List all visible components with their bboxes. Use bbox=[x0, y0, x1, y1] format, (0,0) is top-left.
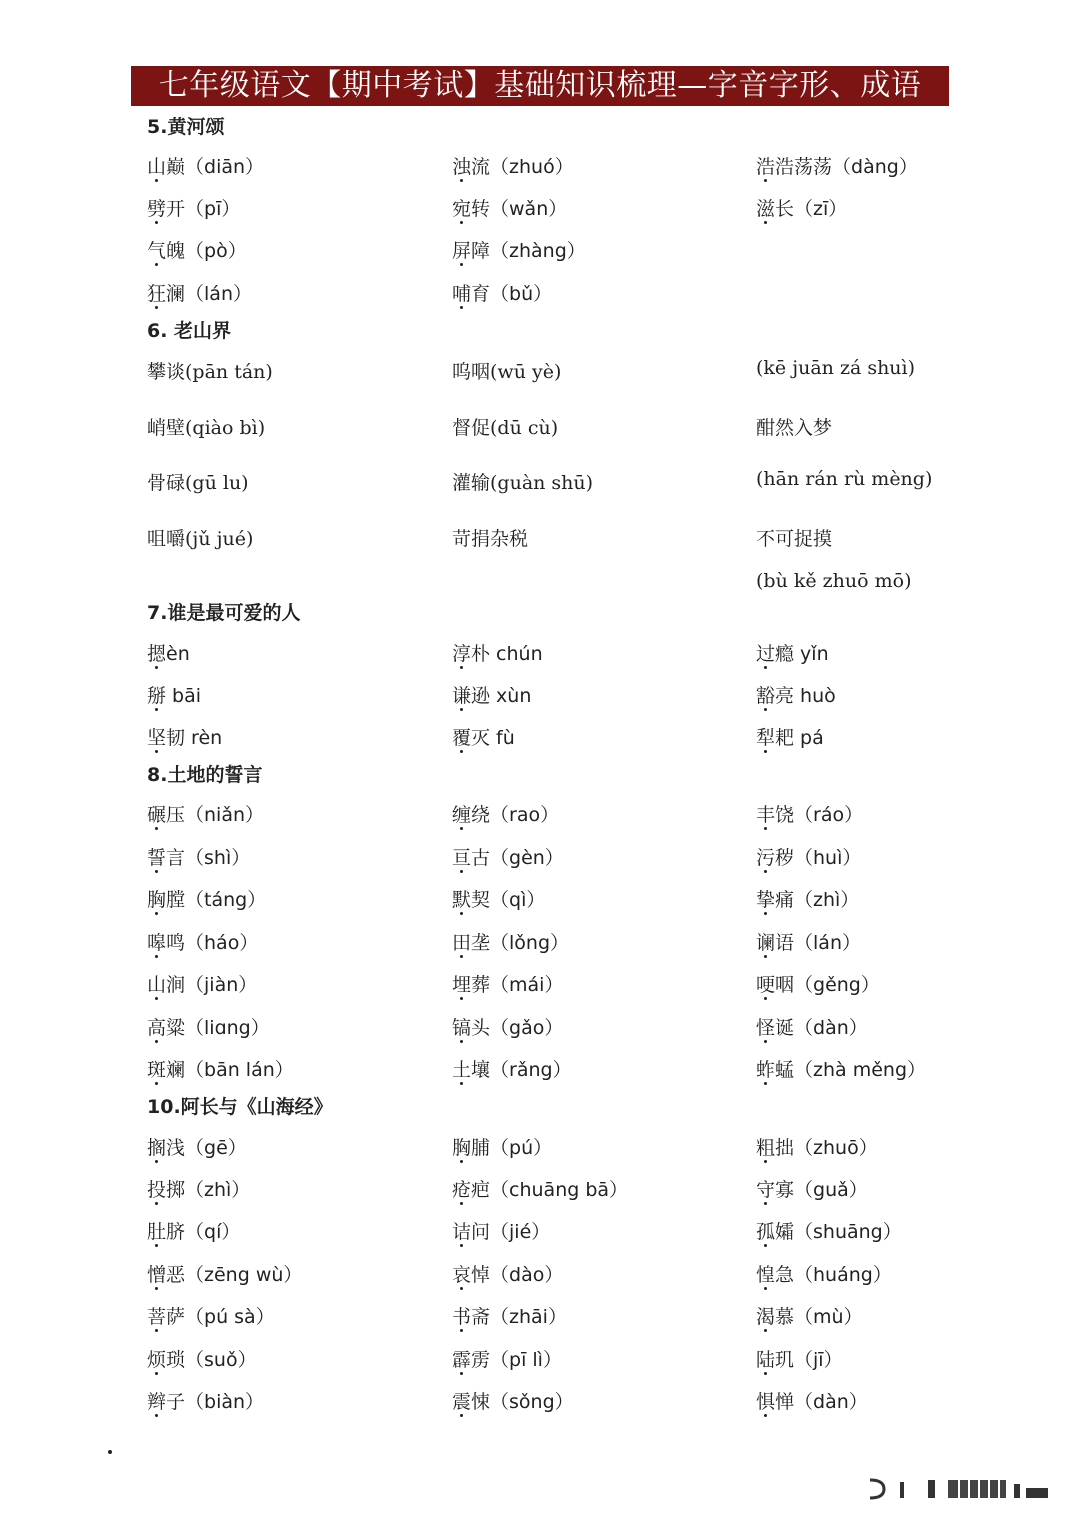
vocab-word: 咀嚼 bbox=[147, 528, 186, 550]
vocab-pinyin: (pān tán) bbox=[185, 361, 273, 383]
vocab-entry bbox=[452, 970, 563, 997]
emphasis-dot bbox=[460, 221, 463, 224]
vocab-pinyin: (wū yè) bbox=[490, 361, 562, 383]
vocab-word: 烦琐 bbox=[147, 1349, 186, 1371]
vocab-word: 宛转 bbox=[452, 198, 491, 220]
emphasis-dot bbox=[155, 750, 158, 753]
vocab-entry bbox=[147, 1260, 302, 1287]
vocab-pinyin: （jī） bbox=[794, 1349, 843, 1371]
emphasis-dot bbox=[460, 997, 463, 1000]
emphasis-dot bbox=[764, 997, 767, 1000]
vocab-word: 犁耙 bbox=[756, 727, 795, 749]
vocab-entry bbox=[452, 468, 593, 495]
vocab-entry bbox=[452, 1260, 563, 1287]
vocab-entry bbox=[452, 885, 545, 912]
emphasis-dot bbox=[764, 666, 767, 669]
vocab-entry bbox=[452, 681, 531, 708]
vocab-pinyin: (jǔ jué) bbox=[185, 528, 254, 550]
vocab-entry bbox=[147, 152, 264, 179]
emphasis-dot bbox=[155, 306, 158, 309]
emphasis-dot bbox=[764, 1202, 767, 1205]
vocab-pinyin: （dàn） bbox=[794, 1017, 868, 1039]
vocab-word: 镐头 bbox=[452, 1017, 491, 1039]
vocab-word: 菩萨 bbox=[147, 1306, 186, 1328]
vocab-entry bbox=[452, 1013, 563, 1040]
vocab-entry bbox=[756, 1217, 902, 1244]
vocab-pinyin: xùn bbox=[490, 685, 532, 707]
vocab-word: 哽咽 bbox=[756, 974, 795, 996]
vocab-pinyin: （chuāng bā） bbox=[490, 1179, 629, 1201]
vocab-entry bbox=[756, 1345, 843, 1372]
vocab-pinyin: （rao） bbox=[490, 804, 560, 826]
vocab-pinyin: rèn bbox=[185, 727, 223, 749]
emphasis-dot bbox=[460, 179, 463, 182]
vocab-word: 缠绕 bbox=[452, 804, 491, 826]
vocab-word: 粗拙 bbox=[756, 1137, 795, 1159]
vocab-entry bbox=[756, 723, 824, 750]
emphasis-dot bbox=[460, 1082, 463, 1085]
vocab-entry bbox=[147, 843, 250, 870]
vocab-entry bbox=[452, 639, 543, 666]
vocab-pinyin: (gū lu) bbox=[185, 472, 249, 494]
vocab-entry bbox=[756, 885, 859, 912]
vocab-pinyin: (qiào bì) bbox=[185, 417, 266, 439]
vocab-entry bbox=[147, 1175, 250, 1202]
vocab-word: 哀悼 bbox=[452, 1264, 491, 1286]
vocab-pinyin: （liɑng） bbox=[185, 1017, 270, 1039]
vocab-word: 诘问 bbox=[452, 1221, 491, 1243]
vocab-entry bbox=[147, 1387, 264, 1414]
vocab-entry bbox=[756, 1302, 863, 1329]
emphasis-dot bbox=[155, 1244, 158, 1247]
vocab-pinyin: （qí） bbox=[185, 1221, 241, 1243]
vocab-word: 丰饶 bbox=[756, 804, 795, 826]
emphasis-dot bbox=[155, 666, 158, 669]
vocab-word: 胸脯 bbox=[452, 1137, 491, 1159]
vocab-entry bbox=[756, 1260, 892, 1287]
emphasis-dot bbox=[764, 179, 767, 182]
vocab-entry bbox=[452, 236, 586, 263]
vocab-word: 过瘾 bbox=[756, 643, 795, 665]
emphasis-dot bbox=[460, 1287, 463, 1290]
vocab-entry bbox=[147, 1013, 270, 1040]
vocab-pinyin: （mù） bbox=[794, 1306, 863, 1328]
section-heading: 5.黄河颂 bbox=[147, 116, 225, 138]
vocab-pinyin: pá bbox=[794, 727, 824, 749]
vocab-word: 坚韧 bbox=[147, 727, 186, 749]
vocab-entry bbox=[756, 843, 861, 870]
vocab-pinyin: （táng） bbox=[185, 889, 267, 911]
vocab-word: 浩浩荡荡 bbox=[756, 156, 833, 178]
vocab-entry bbox=[147, 800, 264, 827]
emphasis-dot bbox=[460, 666, 463, 669]
vocab-pinyin: (kē juān zá shuì) bbox=[756, 357, 916, 379]
emphasis-dot bbox=[764, 1287, 767, 1290]
vocab-pinyin: （zēng wù） bbox=[185, 1264, 303, 1286]
vocab-pinyin: （huì） bbox=[794, 847, 862, 869]
emphasis-dot bbox=[764, 827, 767, 830]
vocab-word: 不可捉摸 bbox=[756, 528, 833, 550]
emphasis-dot bbox=[155, 1372, 158, 1375]
vocab-entry bbox=[756, 1055, 926, 1082]
vocab-pinyin: (bù kě zhuō mō) bbox=[756, 570, 912, 592]
vocab-pinyin: （gǎo） bbox=[490, 1017, 564, 1039]
vocab-entry bbox=[756, 800, 863, 827]
vocab-entry bbox=[756, 970, 880, 997]
vocab-entry bbox=[452, 800, 559, 827]
vocab-entry bbox=[756, 1387, 868, 1414]
vocab-entry bbox=[452, 1133, 552, 1160]
vocab-entry bbox=[452, 843, 564, 870]
vocab-entry bbox=[147, 639, 190, 666]
vocab-pinyin: （wǎn） bbox=[490, 198, 568, 220]
vocab-pinyin: （biàn） bbox=[185, 1391, 265, 1413]
emphasis-dot bbox=[460, 708, 463, 711]
vocab-word: 灌输 bbox=[452, 472, 491, 494]
vocab-entry bbox=[452, 357, 561, 384]
vocab-pinyin: （lán） bbox=[185, 283, 252, 305]
vocab-pinyin: （qì） bbox=[490, 889, 546, 911]
vocab-word: 呜咽 bbox=[452, 361, 491, 383]
emphasis-dot bbox=[460, 1329, 463, 1332]
emphasis-dot bbox=[764, 1244, 767, 1247]
vocab-word: 覆灭 bbox=[452, 727, 491, 749]
vocab-entry bbox=[756, 524, 832, 551]
vocab-pinyin: （zhì） bbox=[185, 1179, 251, 1201]
emphasis-dot bbox=[764, 221, 767, 224]
emphasis-dot bbox=[155, 1329, 158, 1332]
vocab-entry bbox=[147, 194, 240, 221]
vocab-pinyin: (dū cù) bbox=[490, 417, 559, 439]
vocab-word: 怪诞 bbox=[756, 1017, 795, 1039]
vocab-word: 孤孀 bbox=[756, 1221, 795, 1243]
emphasis-dot bbox=[155, 708, 158, 711]
emphasis-dot bbox=[460, 750, 463, 753]
vocab-pinyin: （zhàng） bbox=[490, 240, 586, 262]
footer-dot bbox=[108, 1450, 112, 1454]
vocab-entry bbox=[452, 1217, 550, 1244]
vocab-pinyin: （gěng） bbox=[794, 974, 880, 996]
vocab-entry bbox=[452, 723, 515, 750]
emphasis-dot bbox=[764, 1160, 767, 1163]
vocab-pinyin: (hān rán rù mèng) bbox=[756, 468, 933, 490]
vocab-entry bbox=[147, 723, 222, 750]
vocab-entry bbox=[756, 357, 915, 379]
vocab-word: 搁浅 bbox=[147, 1137, 186, 1159]
vocab-pinyin: （háo） bbox=[185, 932, 259, 954]
vocab-pinyin: （niǎn） bbox=[185, 804, 265, 826]
vocab-pinyin: （pú sà） bbox=[185, 1306, 275, 1328]
vocab-entry bbox=[452, 1387, 574, 1414]
vocab-entry bbox=[452, 1345, 562, 1372]
vocab-entry bbox=[452, 1055, 572, 1082]
vocab-entry bbox=[756, 152, 918, 179]
emphasis-dot bbox=[155, 870, 158, 873]
vocab-pinyin: （pī） bbox=[185, 198, 241, 220]
emphasis-dot bbox=[764, 1082, 767, 1085]
vocab-pinyin: (guàn shū) bbox=[490, 472, 594, 494]
vocab-word: 督促 bbox=[452, 417, 491, 439]
vocab-word: 辫子 bbox=[147, 1391, 186, 1413]
emphasis-dot bbox=[764, 870, 767, 873]
vocab-word: 蚱蜢 bbox=[756, 1059, 795, 1081]
vocab-entry bbox=[756, 681, 836, 708]
vocab-entry bbox=[147, 1133, 247, 1160]
vocab-pinyin: （ráo） bbox=[794, 804, 864, 826]
vocab-pinyin: （zī） bbox=[794, 198, 848, 220]
emphasis-dot bbox=[155, 955, 158, 958]
emphasis-dot bbox=[764, 1329, 767, 1332]
vocab-word: 劈开 bbox=[147, 198, 186, 220]
vocab-entry bbox=[452, 524, 528, 551]
vocab-pinyin: （dào） bbox=[490, 1264, 564, 1286]
vocab-word: 掰 bbox=[147, 685, 167, 707]
vocab-pinyin: èn bbox=[166, 643, 190, 665]
vocab-pinyin: huò bbox=[794, 685, 836, 707]
section-heading: 6. 老山界 bbox=[147, 320, 232, 342]
vocab-entry bbox=[147, 928, 258, 955]
emphasis-dot bbox=[460, 912, 463, 915]
emphasis-dot bbox=[764, 750, 767, 753]
vocab-entry bbox=[147, 357, 273, 384]
vocab-pinyin: fù bbox=[490, 727, 515, 749]
vocab-pinyin: （bān lán） bbox=[185, 1059, 294, 1081]
vocab-pinyin: （lán） bbox=[794, 932, 861, 954]
vocab-word: 斑斓 bbox=[147, 1059, 186, 1081]
vocab-word: 亘古 bbox=[452, 847, 491, 869]
vocab-pinyin: （mái） bbox=[490, 974, 564, 996]
emphasis-dot bbox=[155, 827, 158, 830]
vocab-pinyin: （gèn） bbox=[490, 847, 564, 869]
vocab-pinyin: yǐn bbox=[794, 643, 829, 665]
vocab-pinyin: （pú） bbox=[490, 1137, 553, 1159]
vocab-word: 嗥鸣 bbox=[147, 932, 186, 954]
emphasis-dot bbox=[460, 1372, 463, 1375]
emphasis-dot bbox=[155, 1082, 158, 1085]
vocab-word: 碾压 bbox=[147, 804, 186, 826]
vocab-pinyin: （dàng） bbox=[832, 156, 918, 178]
vocab-word: 谦逊 bbox=[452, 685, 491, 707]
vocab-word: 憎恶 bbox=[147, 1264, 186, 1286]
vocab-entry bbox=[147, 1055, 294, 1082]
vocab-word: 惶急 bbox=[756, 1264, 795, 1286]
vocab-word: 震悚 bbox=[452, 1391, 491, 1413]
emphasis-dot bbox=[764, 955, 767, 958]
emphasis-dot bbox=[155, 1202, 158, 1205]
vocab-pinyin: （shì） bbox=[185, 847, 251, 869]
vocab-pinyin: （shuāng） bbox=[794, 1221, 902, 1243]
section-heading: 8.土地的誓言 bbox=[147, 764, 263, 786]
vocab-entry bbox=[756, 639, 829, 666]
emphasis-dot bbox=[155, 997, 158, 1000]
vocab-entry bbox=[147, 236, 247, 263]
vocab-pinyin: （huáng） bbox=[794, 1264, 892, 1286]
vocab-word: 陆玑 bbox=[756, 1349, 795, 1371]
emphasis-dot bbox=[460, 1040, 463, 1043]
vocab-word: 酣然入梦 bbox=[756, 417, 833, 439]
vocab-pinyin: （dàn） bbox=[794, 1391, 868, 1413]
emphasis-dot bbox=[460, 955, 463, 958]
vocab-word: 疮疤 bbox=[452, 1179, 491, 1201]
vocab-pinyin: （bǔ） bbox=[490, 283, 553, 305]
vocab-pinyin: （rǎng） bbox=[490, 1059, 572, 1081]
vocab-pinyin: bāi bbox=[166, 685, 202, 707]
emphasis-dot bbox=[155, 1160, 158, 1163]
vocab-pinyin: （zhāi） bbox=[490, 1306, 567, 1328]
vocab-word: 霹雳 bbox=[452, 1349, 491, 1371]
vocab-word: 田垄 bbox=[452, 932, 491, 954]
vocab-word: 攀谈 bbox=[147, 361, 186, 383]
vocab-word: 埋葬 bbox=[452, 974, 491, 996]
vocab-word: 惧惮 bbox=[756, 1391, 795, 1413]
vocab-pinyin: （guǎ） bbox=[794, 1179, 868, 1201]
vocab-entry bbox=[147, 524, 253, 551]
emphasis-dot bbox=[460, 870, 463, 873]
emphasis-dot bbox=[764, 1414, 767, 1417]
vocab-word: 默契 bbox=[452, 889, 491, 911]
emphasis-dot bbox=[764, 912, 767, 915]
emphasis-dot bbox=[460, 263, 463, 266]
vocab-word: 胸膛 bbox=[147, 889, 186, 911]
watermark-logo bbox=[866, 1476, 1056, 1502]
vocab-word: 苛捐杂税 bbox=[452, 528, 529, 550]
vocab-entry bbox=[756, 413, 832, 440]
vocab-entry bbox=[147, 468, 249, 495]
emphasis-dot bbox=[460, 306, 463, 309]
vocab-entry bbox=[147, 1302, 275, 1329]
section-heading: 7.谁是最可爱的人 bbox=[147, 602, 301, 624]
vocab-word: 骨碌 bbox=[147, 472, 186, 494]
vocab-entry bbox=[756, 468, 932, 490]
emphasis-dot bbox=[764, 1372, 767, 1375]
vocab-pinyin: chún bbox=[490, 643, 543, 665]
vocab-entry bbox=[452, 152, 574, 179]
vocab-pinyin: （lǒng） bbox=[490, 932, 570, 954]
vocab-word: 渴慕 bbox=[756, 1306, 795, 1328]
vocab-word: 高粱 bbox=[147, 1017, 186, 1039]
vocab-word: 浊流 bbox=[452, 156, 491, 178]
vocab-pinyin: （pī lì） bbox=[490, 1349, 562, 1371]
vocab-pinyin: （suǒ） bbox=[185, 1349, 257, 1371]
vocab-entry bbox=[756, 194, 847, 221]
emphasis-dot bbox=[460, 1414, 463, 1417]
vocab-pinyin: （zhì） bbox=[794, 889, 860, 911]
vocab-entry bbox=[147, 681, 201, 708]
vocab-entry bbox=[452, 928, 569, 955]
emphasis-dot bbox=[155, 1414, 158, 1417]
vocab-entry bbox=[147, 1345, 257, 1372]
vocab-pinyin: （zhà měng） bbox=[794, 1059, 927, 1081]
emphasis-dot bbox=[460, 1244, 463, 1247]
vocab-entry bbox=[756, 570, 911, 592]
vocab-pinyin: （pò） bbox=[185, 240, 247, 262]
vocab-word: 投掷 bbox=[147, 1179, 186, 1201]
vocab-word: 峭壁 bbox=[147, 417, 186, 439]
emphasis-dot bbox=[460, 827, 463, 830]
emphasis-dot bbox=[155, 263, 158, 266]
vocab-word: 守寡 bbox=[756, 1179, 795, 1201]
vocab-entry bbox=[452, 413, 558, 440]
vocab-entry bbox=[147, 885, 266, 912]
vocab-word: 谰语 bbox=[756, 932, 795, 954]
emphasis-dot bbox=[764, 708, 767, 711]
emphasis-dot bbox=[155, 1287, 158, 1290]
vocab-pinyin: （diān） bbox=[185, 156, 265, 178]
vocab-entry bbox=[756, 1175, 868, 1202]
vocab-word: 书斋 bbox=[452, 1306, 491, 1328]
emphasis-dot bbox=[764, 1040, 767, 1043]
vocab-word: 摁 bbox=[147, 643, 167, 665]
vocab-entry bbox=[452, 1302, 567, 1329]
vocab-entry bbox=[452, 1175, 628, 1202]
vocab-entry bbox=[452, 194, 567, 221]
emphasis-dot bbox=[460, 1202, 463, 1205]
emphasis-dot bbox=[155, 221, 158, 224]
vocab-word: 山涧 bbox=[147, 974, 186, 996]
vocab-word: 土壤 bbox=[452, 1059, 491, 1081]
vocab-word: 屏障 bbox=[452, 240, 491, 262]
vocab-pinyin: （jiàn） bbox=[185, 974, 258, 996]
vocab-word: 滋长 bbox=[756, 198, 795, 220]
vocab-entry bbox=[452, 279, 552, 306]
emphasis-dot bbox=[155, 912, 158, 915]
vocab-word: 肚脐 bbox=[147, 1221, 186, 1243]
emphasis-dot bbox=[155, 1040, 158, 1043]
vocab-entry bbox=[147, 970, 257, 997]
vocab-entry bbox=[147, 279, 252, 306]
section-heading: 10.阿长与《山海经》 bbox=[147, 1096, 333, 1118]
emphasis-dot bbox=[155, 179, 158, 182]
vocab-pinyin: （gē） bbox=[185, 1137, 247, 1159]
vocab-word: 气魄 bbox=[147, 240, 186, 262]
page-title: 七年级语文【期中考试】基础知识梳理—字音字形、成语 bbox=[131, 66, 949, 106]
vocab-word: 誓言 bbox=[147, 847, 186, 869]
vocab-entry bbox=[756, 1133, 878, 1160]
vocab-entry bbox=[147, 413, 265, 440]
vocab-pinyin: （jié） bbox=[490, 1221, 551, 1243]
vocab-word: 山巅 bbox=[147, 156, 186, 178]
vocab-word: 污秽 bbox=[756, 847, 795, 869]
vocab-word: 淳朴 bbox=[452, 643, 491, 665]
vocab-pinyin: （zhuó） bbox=[490, 156, 574, 178]
vocab-entry bbox=[756, 928, 861, 955]
vocab-entry bbox=[147, 1217, 240, 1244]
vocab-pinyin: （zhuō） bbox=[794, 1137, 878, 1159]
vocab-word: 哺育 bbox=[452, 283, 491, 305]
vocab-word: 狂澜 bbox=[147, 283, 186, 305]
emphasis-dot bbox=[460, 1160, 463, 1163]
vocab-word: 挚痛 bbox=[756, 889, 795, 911]
vocab-word: 豁亮 bbox=[756, 685, 795, 707]
vocab-pinyin: （sǒng） bbox=[490, 1391, 574, 1413]
vocab-entry bbox=[756, 1013, 868, 1040]
